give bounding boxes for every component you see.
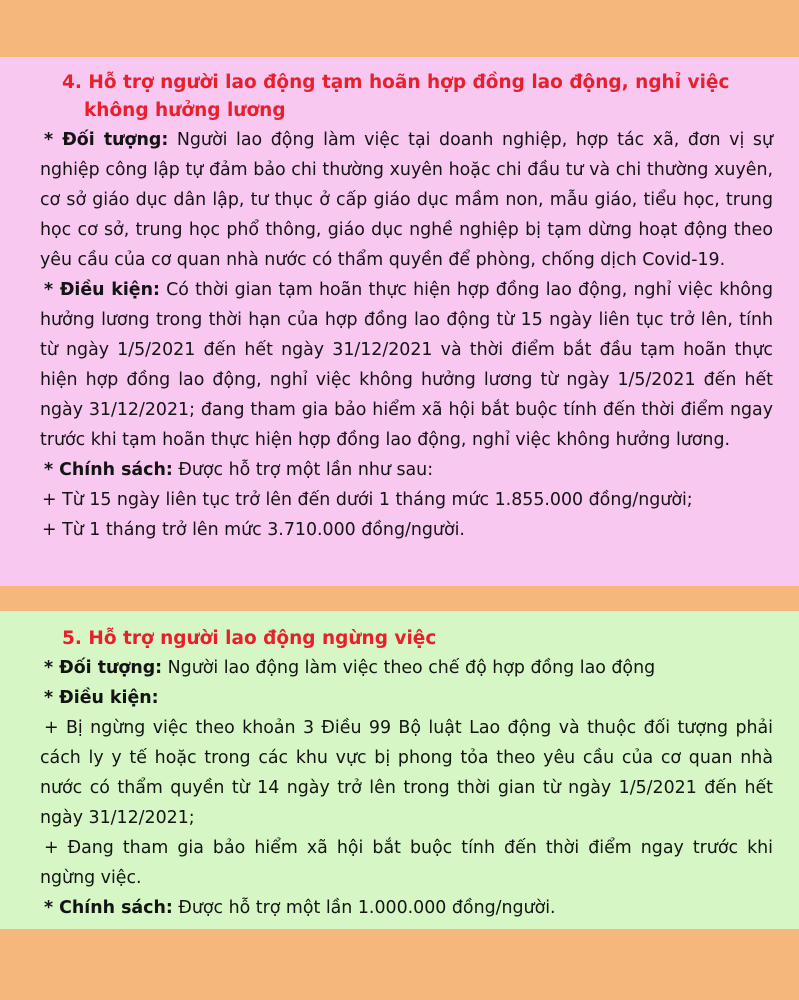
condition-item: + Đang tham gia bảo hiểm xã hội bắt buộc tính đến thời điểm ngay trước khi ngừng việc. [40, 838, 773, 888]
bullet-star: * [44, 130, 63, 150]
subject-label: Đối tượng: [59, 658, 163, 678]
bullet-star: * [44, 898, 60, 918]
section-5-policy [40, 893, 773, 923]
subject-text: Người lao động làm việc tại doanh nghiệp, hợp tác xã, đơn vị sự nghiệp công lập tự đảm bảo chi thường xuyên hoặc chi đầu tư và chi thường xuyên, cơ sở giáo dục dân lập, tư thục ở cấp giáo dục mầm non, mẫu giáo, tiểu học, trung học cơ sở, trung học phổ thông, giáo dục nghề nghiệp bị tạm dừng hoạt động theo yêu cầu của cơ quan nhà nước có thẩm quyền để phòng, chống dịch Covid-19. [40, 130, 773, 270]
condition-label: Điều kiện: [59, 688, 159, 708]
policy-label: Chính sách: [59, 898, 173, 918]
bullet-star: * [44, 688, 60, 708]
condition-item: + Bị ngừng việc theo khoản 3 Điều 99 Bộ luật Lao động và thuộc đối tượng phải cách ly y tế hoặc trong các khu vực bị phong tỏa theo yêu cầu của cơ quan nhà nước có thẩm quyền từ 14 ngày trở lên trong thời gian từ ngày 1/5/2021 đến hết ngày 31/12/2021; [40, 718, 773, 828]
policy-item: + Từ 1 tháng trở lên mức 3.710.000 đồng/người. [42, 520, 465, 540]
section-5-subject [40, 653, 773, 683]
section-5-panel [0, 611, 799, 929]
section-5-heading: 5. Hỗ trợ người lao động ngừng việc [62, 628, 437, 649]
section-4-heading: 4. Hỗ trợ người lao động tạm hoãn hợp đồng lao động, nghỉ việc không hưởng lương [62, 72, 730, 121]
condition-label: Điều kiện: [59, 280, 160, 300]
section-4-panel [0, 57, 799, 586]
subject-label: Đối tượng: [62, 130, 169, 150]
bullet-star: * [44, 460, 60, 480]
bullet-star: * [44, 280, 60, 300]
condition-text: Có thời gian tạm hoãn thực hiện hợp đồng lao động, nghỉ việc không hưởng lương trong thời hạn của hợp đồng lao động từ 15 ngày liên tục trở lên, tính từ ngày 1/5/2021 đến hết ngày 31/12/2021 và thời điểm bắt đầu tạm hoãn thực hiện hợp đồng lao động, nghỉ việc không hưởng lương từ ngày 1/5/2021 đến hết ngày 31/12/2021; đang tham gia bảo hiểm xã hội bắt buộc tính đến thời điểm ngay trước khi tạm hoãn thực hiện hợp đồng lao động, nghỉ việc không hưởng lương. [40, 280, 773, 450]
section-5-condition [40, 683, 773, 713]
policy-item: + Từ 15 ngày liên tục trở lên đến dưới 1 tháng mức 1.855.000 đồng/người; [42, 490, 693, 510]
section-4-condition [40, 275, 773, 455]
section-4-policy [40, 455, 773, 485]
bullet-star: * [44, 658, 60, 678]
policy-text: Được hỗ trợ một lần 1.000.000 đồng/người. [172, 898, 556, 918]
policy-label: Chính sách: [59, 460, 173, 480]
policy-text: Được hỗ trợ một lần như sau: [172, 460, 434, 480]
section-4-subject [40, 125, 773, 275]
subject-text: Người lao động làm việc theo chế độ hợp đồng lao động [162, 658, 656, 678]
